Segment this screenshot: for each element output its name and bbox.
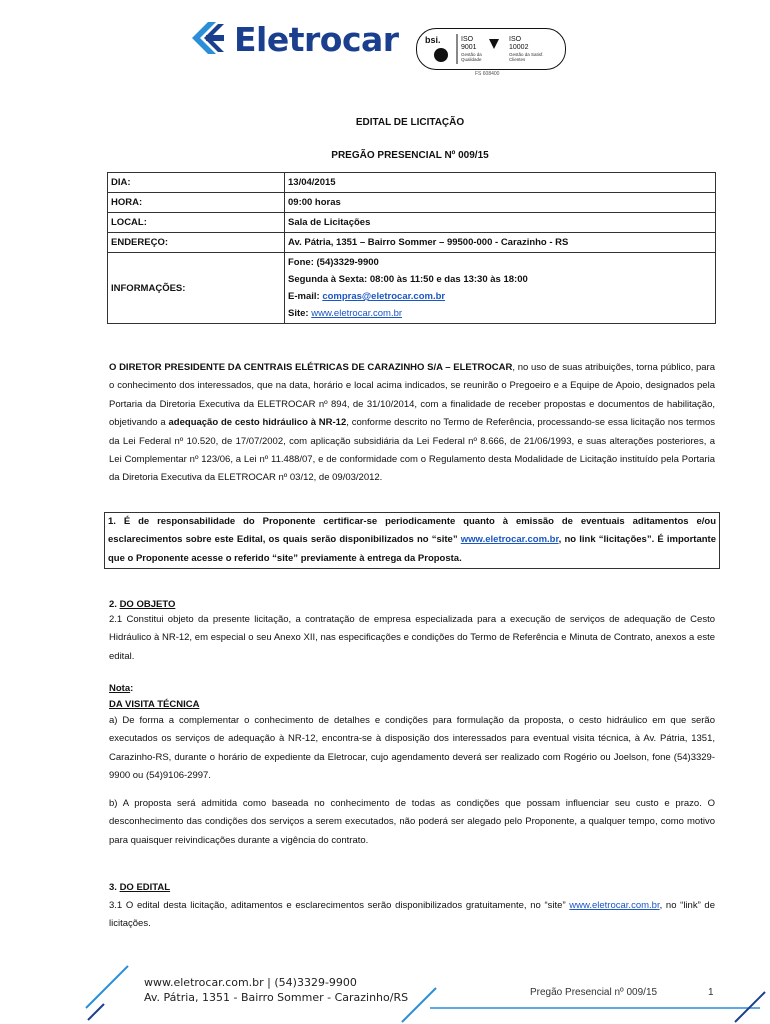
auction-info-table bbox=[107, 172, 716, 324]
footer-line-2: Av. Pátria, 1351 - Bairro Sommer - Carazinho/RS bbox=[144, 991, 409, 1004]
local-label: LOCAL: bbox=[108, 213, 285, 233]
nota-colon: : bbox=[130, 683, 134, 694]
informacoes-value bbox=[285, 253, 716, 324]
footer-contact bbox=[144, 975, 408, 1005]
svg-text:Gestão da Satisf.: Gestão da Satisf. bbox=[509, 52, 544, 57]
visita-item-a: a) De forma a complementar o conhecimento de detalhes e condições para formulação da proposta, o cesto hidráulico em que serão executados os serviços de adequação à NR-12, encontra-se à disposição dos interessados para eventual visita técnica, à Av. Pátria, 1351, Carazinho-RS, durante o horário de expediente da Eletrocar, cujo agendamento deverá ser realizado com Rogério ou Joelson, fone (54)3329-9900 ou (54)9106-2997. bbox=[109, 715, 715, 782]
cert-caption: FS 608400 bbox=[475, 71, 500, 77]
email-label: E-mail: bbox=[288, 291, 323, 302]
endereco-label: ENDEREÇO: bbox=[108, 233, 285, 253]
table-row bbox=[108, 233, 716, 253]
visita-item-b: b) A proposta será admitida como baseada no conhecimento de todas as condições que possam influenciar seu custo e prazo. O desconhecimento das condições dos serviços a serem executados, não poderá ser alegado pelo Proponente, a qualquer tempo, como motivo para quaisquer reivindicações durante a vigência do contrato. bbox=[109, 798, 715, 846]
svg-text:Clientes: Clientes bbox=[509, 57, 526, 62]
section2-text: 2.1 Constitui objeto da presente licitação, a contratação de empresa especializada para a execução de serviços de adequação de Cesto Hidráulico à NR-12, em especial o seu Anexo XII, nas especificações e condições do Termo de Referência e Minuta de Contrato, anexos a este edital. bbox=[109, 614, 715, 662]
endereco-value: Av. Pátria, 1351 – Bairro Sommer – 99500-000 - Carazinho - RS bbox=[285, 233, 716, 253]
footer-doc-title: Pregão Presencial nº 009/15 bbox=[530, 987, 658, 998]
section3-number: 3. bbox=[109, 882, 120, 893]
section3-text-1: 3.1 O edital desta licitação, aditamentos e esclarecimentos serão disponibilizados gratuitamente, no “site” bbox=[109, 900, 570, 911]
site-link[interactable]: www.eletrocar.com.br bbox=[311, 308, 403, 319]
visita-title: DA VISITA TÉCNICA bbox=[109, 699, 200, 710]
notice-box bbox=[104, 512, 720, 569]
horario-line: Segunda à Sexta: 08:00 às 11:50 e das 13:30 às 18:00 bbox=[288, 274, 528, 285]
section2-title: DO OBJETO bbox=[119, 599, 176, 610]
nota-label: Nota bbox=[109, 683, 131, 694]
site-label: Site: bbox=[288, 308, 312, 319]
informacoes-label: INFORMAÇÕES: bbox=[108, 253, 285, 324]
intro-paragraph bbox=[109, 359, 715, 488]
logo-text: Eletrocar bbox=[234, 19, 399, 59]
site-line bbox=[288, 305, 712, 322]
iso-certification-seal bbox=[416, 28, 566, 70]
intro-bold-director: O DIRETOR PRESIDENTE DA CENTRAIS ELÉTRICAS DE CARAZINHO S/A – ELETROCAR bbox=[109, 362, 513, 373]
intro-text-1: , no uso de suas atribuições, torna público, para o conhecimento dos interessados, que na data, horário e local acima indicados, se reunirão o Pregoeiro e a Equipe de Apoio, designados pela Portaria da Diretoria Executiva da ELETROCAR nº 894, de 31/10/2014, com a finalidade de receber propostas e documentos de habilitação, objetivando a bbox=[109, 362, 716, 429]
section3-heading bbox=[109, 879, 715, 897]
table-row bbox=[108, 193, 716, 213]
notice-text-2: , no link “licitações”. É importante que o Proponente acesse o referido “site” previamente à entrega da Proposta. bbox=[108, 534, 717, 564]
section2-number: 2. bbox=[109, 599, 120, 610]
document-subtitle: PREGÃO PRESENCIAL Nº 009/15 bbox=[331, 150, 489, 161]
eletrocar-logo bbox=[186, 18, 399, 60]
intro-text-2: , conforme descrito no Termo de Referência, processando-se essa licitação nos termos da Lei Federal nº 10.520, de 17/07/2002, com aplicação subsidiária da Lei Federal nº 8.666, de 21/06/1993, e suas alterações posteriores, a Lei Complementar nº 123/06, a Lei nº 11.488/07, e de conformidade com o Regulamento desta Modalidade de Licitação instituído pela Portaria da Diretoria Executiva da ELETROCAR nº 03/12, de 09/03/2012. bbox=[109, 417, 716, 484]
section3-title: DO EDITAL bbox=[119, 882, 171, 893]
table-row bbox=[108, 173, 716, 193]
dia-value: 13/04/2015 bbox=[285, 173, 716, 193]
section3-text-2: , no “link” de licitações. bbox=[109, 900, 715, 930]
section3-site-link[interactable]: www.eletrocar.com.br bbox=[569, 900, 660, 911]
svg-text:Qualidade: Qualidade bbox=[461, 57, 482, 62]
svg-text:ISO: ISO bbox=[509, 36, 522, 43]
local-value: Sala de Licitações bbox=[285, 213, 716, 233]
svg-text:10002: 10002 bbox=[509, 44, 529, 51]
intro-bold-object: adequação de cesto hidráulico à NR-12 bbox=[168, 417, 347, 429]
table-row bbox=[108, 253, 716, 324]
svg-text:ISO: ISO bbox=[461, 36, 474, 43]
page-number: 1 bbox=[708, 987, 714, 998]
fone-line: Fone: (54)3329-9900 bbox=[288, 257, 379, 268]
section3-text bbox=[109, 897, 715, 934]
notice-text-1: 1. É de responsabilidade do Proponente certificar-se periodicamente quanto à emissão de eventuais aditamentos e/ou esclarecimentos sobre este Edital, os quais serão disponibilizados no “site” bbox=[108, 516, 716, 546]
document-title: EDITAL DE LICITAÇÃO bbox=[355, 117, 465, 128]
table-row bbox=[108, 213, 716, 233]
notice-site-link[interactable]: www.eletrocar.com.br bbox=[460, 534, 559, 546]
hora-value: 09:00 horas bbox=[285, 193, 716, 213]
svg-text:Gestão da: Gestão da bbox=[461, 52, 482, 57]
dia-label: DIA: bbox=[108, 173, 285, 193]
email-link[interactable]: compras@eletrocar.com.br bbox=[322, 291, 446, 302]
page-header bbox=[0, 18, 770, 78]
eletrocar-logo-icon bbox=[186, 18, 228, 60]
footer-line-1: www.eletrocar.com.br | (54)3329-9900 bbox=[144, 976, 357, 989]
hora-label: HORA: bbox=[108, 193, 285, 213]
svg-text:bsi.: bsi. bbox=[425, 35, 441, 45]
email-line bbox=[288, 288, 712, 305]
svg-text:9001: 9001 bbox=[461, 44, 477, 51]
